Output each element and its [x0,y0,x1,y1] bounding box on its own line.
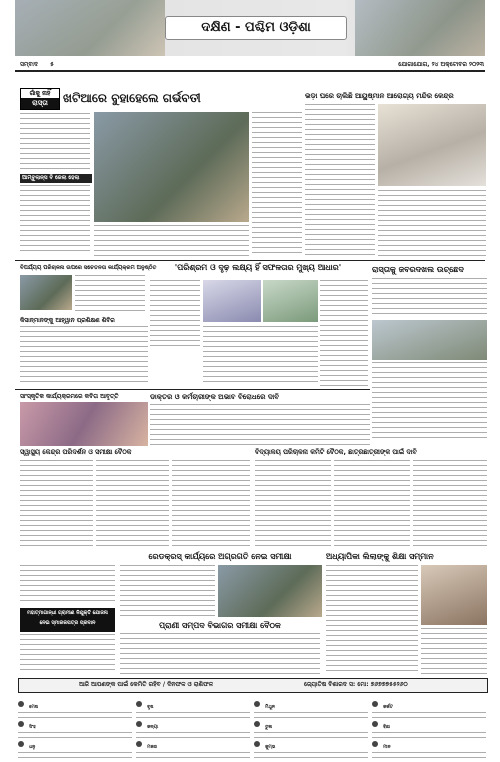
zodiac-icon [372,741,378,747]
workers-body [150,404,370,446]
kisan-body [20,326,148,386]
horoscope-banner [18,678,488,693]
row2-rule [15,389,370,390]
success-photo-2 [263,280,318,322]
arogya-photo [378,104,486,186]
success-body-1 [150,280,200,350]
health-body-2 [96,460,169,550]
road-body-col1 [20,113,90,173]
success-headline: 'ପରିଶ୍ରମ ଓ ଦୃଢ଼ ଲକ୍ଷ୍ୟ ହିଁ ସଫଳତାର ମୁଖ୍ୟ ଆଧାର' [174,263,342,272]
masthead-photo-left [15,0,165,56]
teacher-headline: ଅଧ୍ୟାପିକା ଲିଲାଙ୍କୁ ଶିକ୍ଷା ସମ୍ମାନ [326,552,434,561]
road-subhead: ଆମ୍ବୁଲାନ୍ସ ବି ଜେଲା ହେଲା [20,174,92,183]
horoscope-sign-5 [18,713,132,732]
horoscope-sign-name: ବିଛା [383,725,391,730]
health-headline: ସ୍ୱାସ୍ଥ୍ୟ କେନ୍ଦ୍ର ପରିଦର୍ଶନ ଓ ସମୀକ୍ଷା ବୈଠକ [20,448,132,456]
horoscope-sign-8 [372,713,486,732]
success-body-3 [320,280,368,386]
road2-headline: ରାସ୍ତାକୁ ଜବରଦଖଲ ଉଚ୍ଛେଦ [372,265,464,274]
zodiac-icon [254,701,260,707]
road-body-col4 [252,112,302,257]
cultural-photo [20,402,148,446]
horoscope-title: ଆଜି ଆପଣଙ୍କ ପାଇଁ କେମିତି ରହିବ / ଦିନଫଳ ଓ ରାଶିଫଳ [79,681,214,688]
success-photo-1 [203,280,261,322]
horoscope-sign-2 [136,693,250,712]
horoscope-sign-name: ବୃଷ [147,705,154,710]
horoscope-sign-name: ମୀନ [383,745,391,750]
zodiac-icon [18,721,24,727]
horoscope-sign-name: କନ୍ୟା [147,725,159,730]
road-body-col2 [20,185,90,255]
page-label-text: ସମ୍ବାଦ [20,61,38,68]
animal-headline: ପ୍ରାଣୀ ସମ୍ପଦ ବିଭାଗର ସମୀକ୍ଷା ବୈଠକ [159,621,281,630]
vidyalaya-body-1 [255,460,331,548]
vidyalaya-body-2 [334,460,410,548]
horoscope-sign-name: କର୍କଟ [383,705,393,710]
workers-headline: ଡାକ୍ତର ଓ କର୍ମଚାରୀଙ୍କ ଅଭାବ ବିରୋଧରେ ଦାବି [150,393,280,401]
horoscope-sign-10 [136,733,250,752]
zodiac-icon [136,721,142,727]
animal-body [120,633,320,675]
teacher-photo [421,565,487,625]
horoscope-sign-6 [136,713,250,732]
horoscope-sign-4 [372,693,486,712]
horoscope-sign-name: ମକର [147,745,158,750]
arogya-body [305,104,375,256]
road-headline: ଖଟିଆରେ ବୁହାହେଲେ ଗର୍ଭବତୀ [63,91,201,105]
horoscope-sign-12 [372,733,486,752]
horoscope-sign-1 [18,693,132,712]
redcross-body-2 [120,565,215,617]
redcross-headline: ରେଡକ୍ରସ୍ କାର୍ଯ୍ୟରେ ଅଗ୍ରଗତି ନେଇ ସମୀକ୍ଷା [148,552,292,561]
zodiac-icon [372,721,378,727]
dateline: ଯୋଗାଯୋଗ, ୨୪ ଅକ୍ଟୋବର ୨୦୨୩ [398,61,484,68]
zodiac-icon [254,741,260,747]
health-body-3 [172,460,250,550]
zodiac-icon [18,741,24,747]
horoscope-sign-name: ସିଂହ [29,725,36,730]
mgnrega-box [20,608,115,632]
horoscope-sign-name: କୁମ୍ଭ [265,745,276,750]
horoscope-sign-name: ମିଥୁନ [265,705,275,710]
cultural-headline: ସାଂସ୍କୃତିକ କାର୍ଯ୍ୟକ୍ରମରେ କବିତା ଆବୃତ୍ତି [20,393,119,400]
header-rule [15,70,485,72]
horoscope-sign-3 [254,693,368,712]
road2-body-2 [372,362,487,442]
disaster-photo [20,275,72,310]
redcross-body-1 [20,565,115,605]
horoscope-contact: ଜ୍ୟୋତିଷ ବିଶାରଦ ସ: ମୋ: ୭୬୭୭୭୫୫୨୬୦ [304,681,408,688]
road-tag-top: ଗାଁକୁ ନାହିଁ [21,89,59,98]
vidyalaya-body-3 [413,460,487,548]
arogya-body-2 [378,190,486,256]
disaster-body [75,275,145,313]
teacher-body-2 [421,628,487,675]
mgnrega-sub: ନେଇ ସ୍ମାରକପତ୍ର ପ୍ରଦାନ [39,620,96,626]
zodiac-icon [136,741,142,747]
horoscope-sign-name: ତୁଳା [265,725,273,730]
arogya-headline: ଭଡ଼ା ଘରେ ଚାଲିଛି ଆୟୁଷ୍ମାନ ଆରୋଗ୍ୟ ମନ୍ଦିର କେନ୍ଦ୍ର [305,92,454,100]
road-photo [94,112,249,222]
disaster-headline: ବିପର୍ଯ୍ୟୟ ପରିଚାଳନା ଉପରେ ସଚେତନତା କାର୍ଯ୍ୟକ୍ରମ ଅନୁଷ୍ଠିତ [20,265,157,271]
page-label [20,61,54,69]
kisan-headline: କିସାନ୍ମାନଙ୍କୁ ଆହ୍ୱାନ ପ୍ରଶିକ୍ଷଣ ଶିବିର [20,317,115,324]
redcross-photo [218,565,322,617]
masthead-banner [15,0,485,56]
teacher-body-1 [326,565,418,675]
page-number: ୫ [50,61,54,68]
horoscope-grid [18,693,488,753]
road2-photo [372,320,487,360]
horoscope-sign-name: ଧନୁ [29,745,36,750]
zodiac-icon [18,701,24,707]
masthead-photo-right [355,0,485,56]
road2-body-1 [372,278,487,318]
health-body-1 [20,460,93,550]
mgnrega-headline: ମହାତ୍ମାଗାନ୍ଧୀ ଗ୍ରାମୀଣ ନିଯୁକ୍ତି ଯୋଜନା [27,610,108,616]
horoscope-sign-11 [254,733,368,752]
row1-rule [15,260,485,261]
horoscope-sign-9 [18,733,132,752]
horoscope-sign-name: ମେଷ [29,705,39,710]
mgnrega-body [20,634,115,674]
road-tag [20,88,60,110]
success-body-2 [203,326,318,386]
road-body-col3 [94,225,249,257]
horoscope-sign-7 [254,713,368,732]
masthead-title: ଦକ୍ଷିଣ - ପଶ୍ଚିମ ଓଡ଼ିଶା [165,16,347,40]
road-tag-bottom: ରାସ୍ତା [32,99,48,107]
zodiac-icon [136,701,142,707]
vidyalaya-headline: ବିଦ୍ୟାଳୟ ପରିଚାଳନା କମିଟି ବୈଠକ, ଛାତ୍ରଛାତ୍ରୀଙ୍କ ପାଇଁ ଦାବି [255,448,417,456]
zodiac-icon [254,721,260,727]
zodiac-icon [372,701,378,707]
